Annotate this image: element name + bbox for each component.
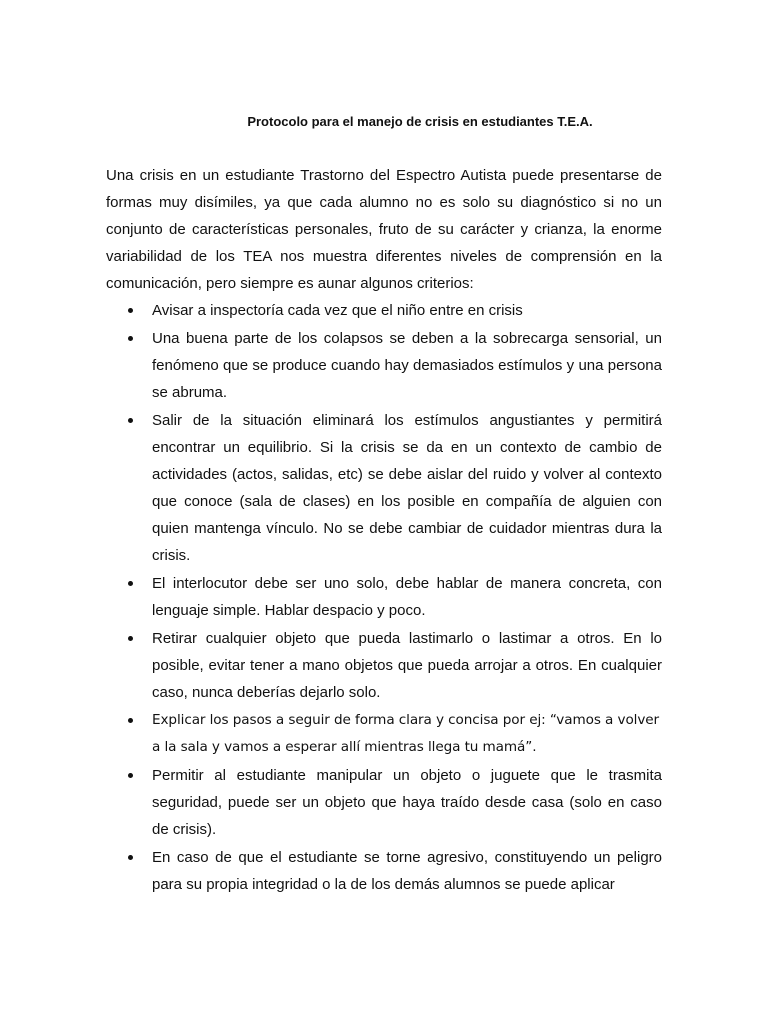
list-item-text: Explicar los pasos a seguir de forma clara y concisa por ej: “vamos a volver a la sala y vamos a esperar allí mientras llega tu mamá”.	[152, 712, 660, 755]
list-item-text: Avisar a inspectoría cada vez que el niño entre en crisis	[152, 302, 523, 319]
bullet-icon	[128, 718, 133, 723]
list-item-text: Permitir al estudiante manipular un objeto o juguete que le trasmita seguridad, puede ser un objeto que haya traído desde casa (solo en caso de crisis).	[152, 767, 662, 838]
list-item	[106, 407, 662, 569]
list-item	[106, 297, 662, 324]
bullet-icon	[128, 336, 133, 341]
list-item	[106, 844, 662, 898]
list-item-text: Salir de la situación eliminará los estímulos angustiantes y permitirá encontrar un equilibrio. Si la crisis se da en un contexto de cambio de actividades (actos, salidas, etc) se debe aislar del ruido y volver al contexto que conoce (sala de clases) en los posible en compañía de alguien con quien mantenga vínculo. No se debe cambiar de cuidador mientras dura la crisis.	[152, 412, 662, 564]
document-title: Protocolo para el manejo de crisis en estudiantes T.E.A.	[247, 114, 593, 129]
list-item	[106, 707, 662, 761]
list-item-text: Retirar cualquier objeto que pueda lastimarlo o lastimar a otros. En lo posible, evitar tener a mano objetos que pueda arrojar a otros. En cualquier caso, nunca deberías dejarlo solo.	[152, 630, 662, 701]
bullet-icon	[128, 855, 133, 860]
criteria-list	[106, 297, 662, 898]
bullet-icon	[128, 418, 133, 423]
list-item	[106, 570, 662, 624]
list-item-text: En caso de que el estudiante se torne agresivo, constituyendo un peligro para su propia integridad o la de los demás alumnos se puede aplicar	[152, 849, 662, 893]
list-item	[106, 325, 662, 406]
bullet-icon	[128, 636, 133, 641]
bullet-icon	[128, 773, 133, 778]
list-item	[106, 762, 662, 843]
list-item	[106, 625, 662, 706]
bullet-icon	[128, 581, 133, 586]
intro-paragraph: Una crisis en un estudiante Trastorno del Espectro Autista puede presentarse de formas muy disímiles, ya que cada alumno no es solo su diagnóstico si no un conjunto de características personales, fruto de su carácter y crianza, la enorme variabilidad de los TEA nos muestra diferentes niveles de comprensión en la comunicación, pero siempre es aunar algunos criterios:	[106, 167, 662, 292]
list-item-text: El interlocutor debe ser uno solo, debe hablar de manera concreta, con lenguaje simple. Hablar despacio y poco.	[152, 575, 662, 619]
bullet-icon	[128, 308, 133, 313]
list-item-text: Una buena parte de los colapsos se deben a la sobrecarga sensorial, un fenómeno que se produce cuando hay demasiados estímulos y una persona se abruma.	[152, 330, 662, 401]
